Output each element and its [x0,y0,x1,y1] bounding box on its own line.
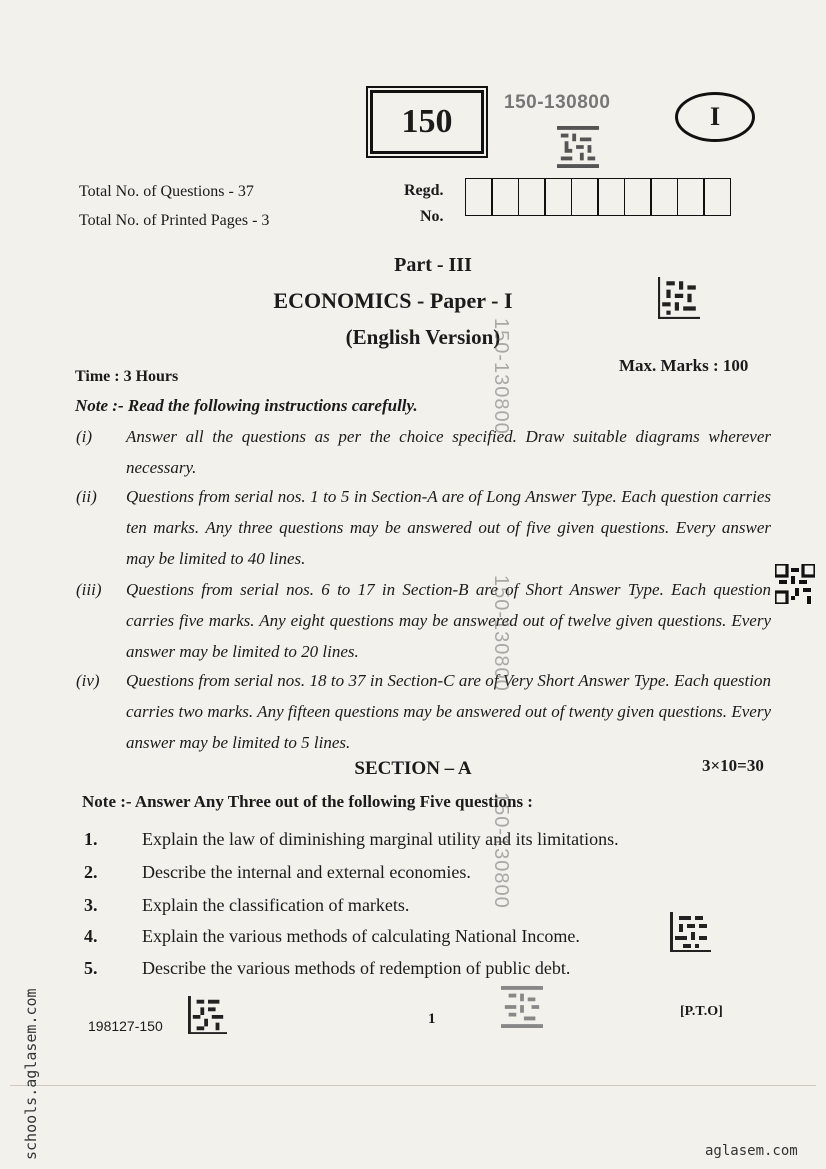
question-text: Explain the classification of markets. [142,895,410,915]
subject-title: ECONOMICS - Paper - I [273,288,513,313]
instructions-heading: Note :- Read the following instructions carefully. [75,396,418,415]
total-questions: Total No. of Questions - 37 [79,183,254,200]
footer-code: 198127-150 [88,1018,163,1034]
instruction-text: Questions from serial nos. 18 to 37 in Section-C are of Very Short Answer Type. Each question carries two marks. Any fifteen questions may be answered out of twenty given questions. Every answer may be limited to 5 lines. [126,671,771,752]
instruction-item [76,665,776,758]
paper-code: 150 [401,103,453,140]
question-number: 2. [84,862,98,882]
footer-divider [10,1085,816,1086]
qr-code-icon [775,564,815,604]
section-a-marks: 3×10=30 [702,756,764,775]
regd-digit-box [677,178,705,216]
vertical-stamp: 150-130800 [490,575,512,692]
instruction-text: Questions from serial nos. 1 to 5 in Section-A are of Long Answer Type. Each question carries ten marks. Any three questions may be answered out of five given questions. Every answer may be limited to 40 lines. [126,487,771,568]
datamatrix-icon [500,986,544,1028]
datamatrix-icon [670,912,712,952]
vertical-stamp: 150-130800 [490,792,512,909]
question-text: Explain the law of diminishing marginal utility and its limitations. [142,829,619,849]
regd-digit-box [703,178,731,216]
paper-serial: 150-130800 [504,92,611,113]
instruction-number: (iv) [76,671,100,690]
instruction-number: (i) [76,427,93,446]
side-watermark: schools.aglasem.com [22,988,40,1160]
instruction-text: Questions from serial nos. 6 to 17 in Section-B are of Short Answer Type. Each question carries five marks. Any eight questions may be answered out of twelve given questions. Every answer may be limited to 20 lines. [126,580,771,661]
set-oval [675,92,755,142]
datamatrix-icon [556,126,600,168]
question-number: 3. [84,895,98,915]
max-marks: Max. Marks : 100 [619,356,749,375]
section-a-title: SECTION – A [354,758,472,779]
instruction-item [76,574,776,667]
regd-line-1: Regd. [404,182,444,199]
regd-digit-box [650,178,678,216]
pto-label: [P.T.O] [680,1004,723,1019]
exam-time: Time : 3 Hours [75,368,179,385]
regd-digit-box [571,178,599,216]
question-number: 4. [84,926,98,946]
question-number: 5. [84,958,98,978]
instruction-item [76,481,776,574]
question-text: Describe the various methods of redemption of public debt. [142,958,571,978]
instruction-number: (ii) [76,487,97,506]
paper-code-box [370,90,484,154]
vertical-stamp: 150-130800 [490,318,512,435]
page-number: 1 [428,1011,436,1027]
regd-number-boxes [466,178,731,216]
instruction-text: Answer all the questions as per the choice specified. Draw suitable diagrams wherever necessary. [126,427,771,477]
regd-digit-box [544,178,572,216]
set-label: I [709,102,721,131]
regd-label [404,178,444,230]
instruction-number: (iii) [76,580,102,599]
regd-digit-box [518,178,546,216]
regd-digit-box [465,178,493,216]
regd-digit-box [624,178,652,216]
corner-watermark: aglasem.com [705,1143,798,1159]
regd-digit-box [597,178,625,216]
version-title: (English Version) [345,325,501,349]
section-a-note: Note :- Answer Any Three out of the following Five questions : [82,792,533,811]
total-pages: Total No. of Printed Pages - 3 [79,212,270,229]
instruction-item [76,421,776,483]
question-text: Describe the internal and external economies. [142,862,471,882]
question-number: 1. [84,829,98,849]
part-title: Part - III [394,254,472,276]
question-text: Explain the various methods of calculating National Income. [142,926,580,946]
regd-line-2: No. [420,208,444,225]
datamatrix-icon [188,996,228,1034]
regd-digit-box [491,178,519,216]
